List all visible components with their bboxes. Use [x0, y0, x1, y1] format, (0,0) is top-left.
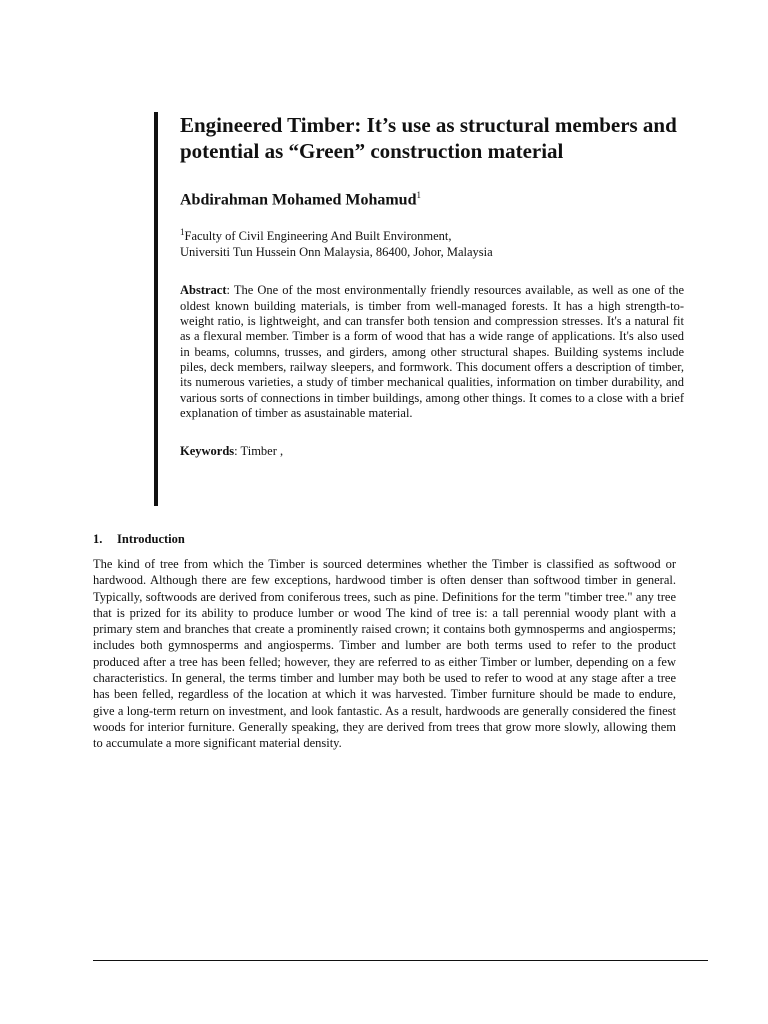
keywords-label: Keywords: [180, 444, 235, 459]
affiliation-line-1: [180, 224, 684, 244]
section-heading-introduction: [93, 531, 185, 547]
affiliation-line-1-text: Faculty of Civil Engineering And Built Environment,: [184, 229, 452, 244]
affiliation-mark: 1: [180, 227, 185, 238]
title-block: [154, 112, 684, 506]
abstract-text: : The One of the most environmentally friendly resources available, as well as one of the oldest known building materials, is timber from well-managed forests. It has a high strength-to-weight ratio, is lightweight, and can transfer both tension and compression stresses. It's a natural fit as a flexural member. Timber is a form of wood that has a wide range of applications. It's also used in beams, columns, trusses, and girders, among other structural shapes. Building systems include piles, deck members, railway sleepers, and formwork. This document offers a description of timber, its numerous varieties, a study of timber mechanical qualities, information on timber durability, and various sorts of connections in timber buildings, among other things. It comes to a close with a brief explanation of timber as asustainable material.: [180, 283, 684, 420]
author-line: [180, 185, 684, 210]
abstract: [180, 283, 684, 421]
author-name: Abdirahman Mohamed Mohamud: [180, 191, 417, 209]
keywords: [180, 443, 684, 459]
author-affiliation-mark: 1: [416, 190, 421, 200]
affiliation: [180, 224, 684, 260]
affiliation-line-2: Universiti Tun Hussein Onn Malaysia, 86400, Johor, Malaysia: [180, 245, 493, 260]
abstract-label: Abstract: [180, 283, 227, 298]
introduction-paragraph: The kind of tree from which the Timber is sourced determines whether the Timber is classified as softwood or hardwood. Although there are few exceptions, hardwood timber is often denser than softwood timber in general. Typically, softwoods are derived from coniferous trees, such as pine. Definitions for the term "timber tree." any tree that is prized for its ability to produce lumber or wood The kind of tree is: a tall perennial woody plant with a primary stem and branches that create a prominently raised crown; it contains both gymnosperms and angiosperms; includes both gymnosperms and angiosperms. Timber and lumber are both terms used to refer to the product produced after a tree has been felled; however, they are referred to as either Timber or lumber, depending on a few characteristics. In general, the terms timber and lumber may both be used to refer to wood at any stage after a tree has been felled, regardless of the location at which it was harvested. Timber furniture should be made to endure, give a long-term return on investment, and look fantastic. As a result, hardwoods are generally considered the finest woods for interior furniture. Generally speaking, they are derived from trees that grow more slowly, allowing them to accumulate a more significant material density.: [93, 557, 676, 751]
section-number: 1.: [93, 532, 103, 546]
paper-title: Engineered Timber: It’s use as structural members and potential as “Green” construction material: [180, 113, 677, 163]
keywords-text: : Timber ,: [234, 444, 284, 459]
section-title: Introduction: [117, 532, 185, 546]
footer-divider: [93, 960, 708, 961]
